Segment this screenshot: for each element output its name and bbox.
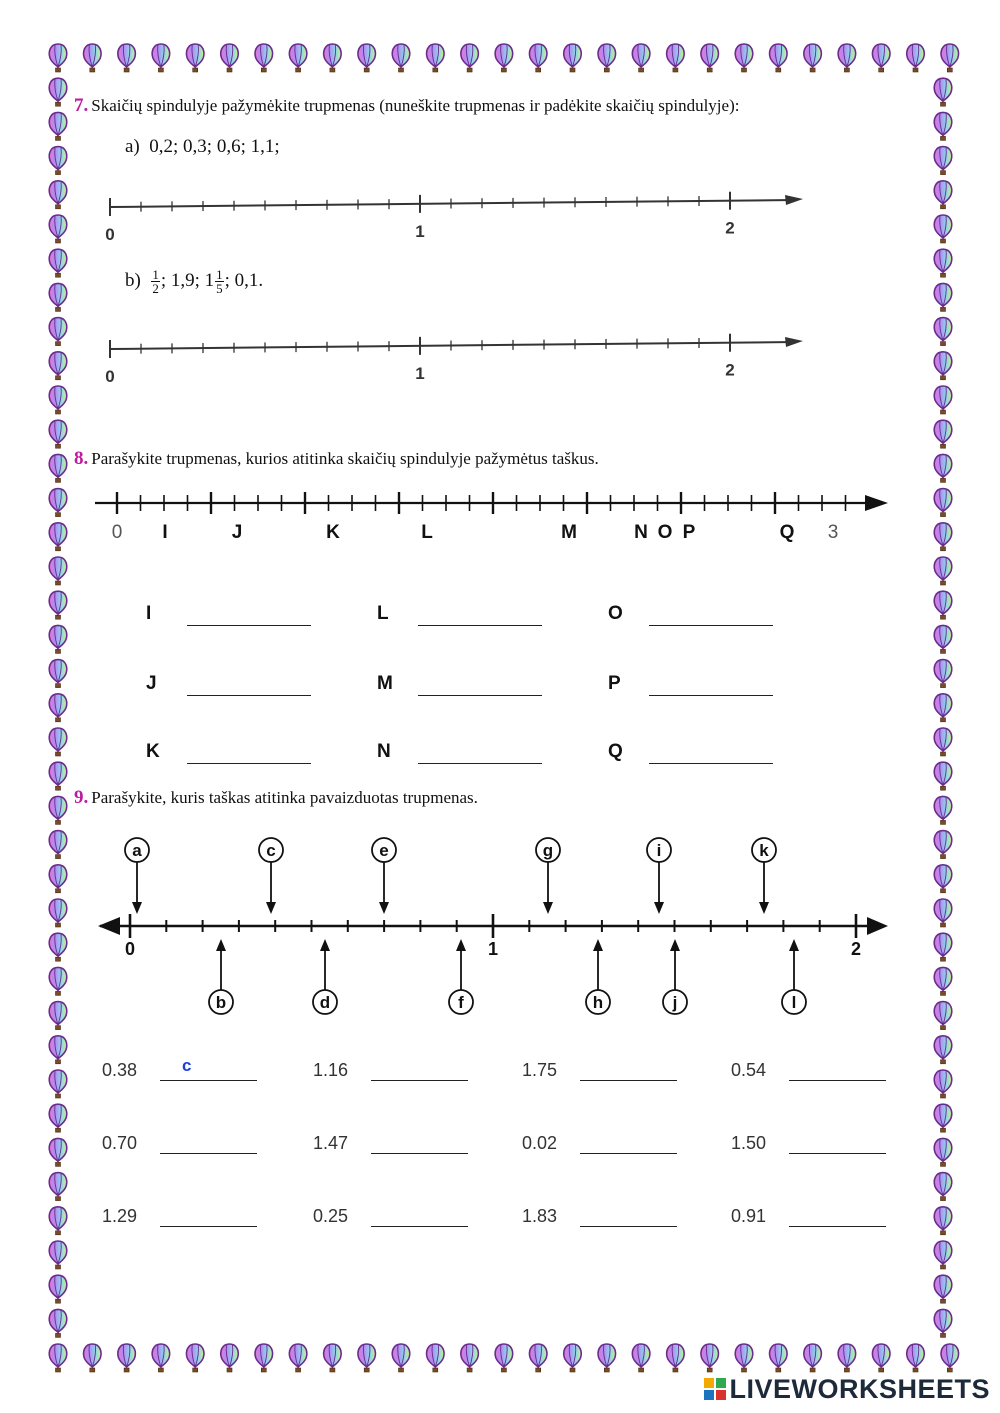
- balloon-icon: [529, 44, 546, 72]
- q9-value: 1.50: [731, 1133, 767, 1153]
- balloon-icon: [358, 1344, 375, 1372]
- q8-answer-blank-o[interactable]: [649, 625, 773, 626]
- balloon-icon: [461, 1344, 478, 1372]
- balloon-icon: [838, 44, 855, 72]
- arrow-head-left-icon: [98, 917, 120, 935]
- balloon-icon: [934, 1036, 951, 1064]
- arrow-down-icon: [543, 902, 553, 914]
- q9-answer-blank[interactable]: [371, 1153, 468, 1154]
- balloon-icon: [934, 318, 951, 346]
- balloon-icon: [934, 181, 951, 209]
- balloon-icon: [934, 352, 951, 380]
- balloon-icon: [934, 420, 951, 448]
- balloon-icon: [907, 44, 924, 72]
- balloon-icon: [564, 44, 581, 72]
- balloon-icon: [49, 454, 66, 482]
- q8-number: 8.: [74, 448, 89, 469]
- balloon-icon: [84, 1344, 101, 1372]
- q8-answer-blank-q[interactable]: [649, 763, 773, 764]
- q9-answer-blank[interactable]: [160, 1153, 257, 1154]
- axis-label: 2: [850, 939, 862, 959]
- balloon-icon: [934, 762, 951, 790]
- balloon-icon: [49, 1104, 66, 1132]
- balloon-icon: [221, 1344, 238, 1372]
- balloon-icon: [934, 625, 951, 653]
- arrow-up-icon: [216, 939, 226, 951]
- tick-label: 1: [415, 221, 425, 240]
- point-label: j: [672, 993, 678, 1012]
- balloon-icon: [934, 1275, 951, 1303]
- balloon-icon: [49, 728, 66, 756]
- balloon-icon: [934, 78, 951, 106]
- balloon-icon: [934, 796, 951, 824]
- q8-answer-blank-l[interactable]: [418, 625, 542, 626]
- arrow-up-icon: [456, 939, 466, 951]
- balloon-icon: [49, 1309, 66, 1337]
- balloon-icon: [49, 625, 66, 653]
- balloon-icon: [49, 591, 66, 619]
- balloon-icon: [49, 933, 66, 961]
- balloon-icon: [186, 44, 203, 72]
- balloon-icon: [872, 1344, 889, 1372]
- tick-label: 0: [105, 225, 115, 240]
- balloon-icon: [49, 523, 66, 551]
- point-label: M: [561, 522, 577, 543]
- q9-answer-blank[interactable]: [580, 1153, 677, 1154]
- balloon-icon: [934, 967, 951, 995]
- point-label: Q: [779, 522, 795, 543]
- q9-answer-blank[interactable]: [371, 1080, 468, 1081]
- tick-label: 0: [105, 367, 115, 382]
- balloon-icon: [804, 1344, 821, 1372]
- point-label: f: [458, 993, 464, 1012]
- balloon-icon: [934, 454, 951, 482]
- balloon-icon: [358, 44, 375, 72]
- q7-title-text: Skaičių spindulyje pažymėkite trupmenas (nuneškite trupmenas ir padėkite skaičių spindulyje):: [91, 96, 740, 115]
- balloon-icon: [934, 933, 951, 961]
- q7b-tail: ; 0,1.: [224, 269, 264, 291]
- q8-answer-blank-m[interactable]: [418, 695, 542, 696]
- balloon-icon: [934, 728, 951, 756]
- q9-value: 1.16: [313, 1060, 349, 1080]
- balloon-icon: [324, 44, 341, 72]
- balloon-icon: [49, 44, 66, 72]
- balloon-icon: [770, 1344, 787, 1372]
- arrow-down-icon: [654, 902, 664, 914]
- point-label: P: [682, 522, 696, 543]
- balloon-icon: [49, 112, 66, 140]
- q8-label-k: K: [146, 741, 160, 762]
- balloon-icon: [934, 1309, 951, 1337]
- q8-answer-blank-p[interactable]: [649, 695, 773, 696]
- balloon-icon: [289, 44, 306, 72]
- balloon-icon: [934, 1002, 951, 1030]
- q9-number: 9.: [74, 787, 89, 808]
- balloon-icon: [934, 283, 951, 311]
- arrow-down-icon: [266, 902, 276, 914]
- balloon-icon: [667, 1344, 684, 1372]
- logo-text: LIVEWORKSHEETS: [729, 1374, 990, 1404]
- q8-title-text: Parašykite trupmenas, kurios atitinka skaičių spindulyje pažymėtus taškus.: [91, 449, 599, 468]
- balloon-icon: [934, 112, 951, 140]
- balloon-icon: [49, 283, 66, 311]
- q7b-label: b): [125, 269, 141, 291]
- q8-label-m: M: [377, 673, 393, 694]
- balloon-icon: [941, 1344, 958, 1372]
- q7-part-b: [125, 268, 263, 295]
- q9-answer-blank[interactable]: [580, 1080, 677, 1081]
- q9-answer-blank[interactable]: [789, 1080, 886, 1081]
- q9-answer-blank[interactable]: [371, 1226, 468, 1227]
- balloon-icon: [49, 181, 66, 209]
- point-label: a: [132, 841, 142, 860]
- q9-answer-blank[interactable]: [160, 1226, 257, 1227]
- balloon-icon: [934, 249, 951, 277]
- balloon-icon: [49, 557, 66, 585]
- balloon-icon: [49, 1173, 66, 1201]
- point-label: k: [759, 841, 769, 860]
- liveworksheets-badge-icon: [704, 1378, 726, 1400]
- balloon-icon: [427, 44, 444, 72]
- balloon-icon: [49, 1207, 66, 1235]
- point-label: h: [592, 993, 604, 1012]
- q8-label-o: O: [608, 603, 623, 624]
- q9-value: 0.02: [522, 1133, 558, 1153]
- balloon-icon: [934, 865, 951, 893]
- q7a-label: a): [125, 136, 140, 157]
- q9-answer-blank[interactable]: [789, 1153, 886, 1154]
- q8-label-l: L: [377, 603, 389, 624]
- axis-label: 1: [487, 939, 499, 959]
- balloon-icon: [324, 1344, 341, 1372]
- balloon-icon: [49, 352, 66, 380]
- point-label: c: [266, 841, 276, 860]
- balloon-icon: [804, 44, 821, 72]
- balloon-icon: [564, 1344, 581, 1372]
- q9-answer-blank[interactable]: [160, 1080, 257, 1081]
- balloon-icon: [934, 1138, 951, 1166]
- balloon-icon: [838, 1344, 855, 1372]
- q8-label-i: I: [146, 603, 152, 624]
- balloon-icon: [186, 1344, 203, 1372]
- balloon-icon: [49, 899, 66, 927]
- q9-title: [74, 787, 478, 809]
- q9-number-line: [90, 830, 900, 1025]
- axis-label: 0: [124, 939, 136, 959]
- balloon-icon: [934, 215, 951, 243]
- tick-label: 2: [725, 218, 735, 238]
- point-label: b: [215, 993, 227, 1012]
- arrow-up-icon: [789, 939, 799, 951]
- q7b-sep: ; 1,9; 1: [160, 269, 215, 291]
- balloon-icon: [49, 489, 66, 517]
- balloon-icon: [392, 1344, 409, 1372]
- q7b-fraction-1: $\frac{1}{2}$: [152, 267, 159, 296]
- q9-value: 1.29: [102, 1206, 138, 1226]
- point-label: N: [634, 522, 648, 543]
- point-label: L: [421, 522, 433, 543]
- point-label: e: [379, 841, 389, 860]
- balloon-icon: [49, 420, 66, 448]
- balloon-icon: [49, 865, 66, 893]
- balloon-icon: [49, 78, 66, 106]
- balloon-icon: [49, 147, 66, 175]
- q9-value: 1.47: [313, 1133, 349, 1153]
- balloon-icon: [49, 762, 66, 790]
- balloon-icon: [49, 796, 66, 824]
- tick-label: 1: [415, 363, 425, 382]
- balloon-icon: [735, 44, 752, 72]
- q8-answer-blank-j[interactable]: [187, 695, 311, 696]
- balloon-icon: [392, 44, 409, 72]
- balloon-icon: [49, 249, 66, 277]
- q7-part-a: [125, 136, 280, 158]
- point-label: 3: [827, 522, 839, 543]
- q7a-values: 0,2; 0,3; 0,6; 1,1;: [149, 136, 280, 157]
- balloon-icon: [49, 1344, 66, 1372]
- q9-answer-blank[interactable]: [789, 1226, 886, 1227]
- balloon-icon: [941, 44, 958, 72]
- balloon-icon: [118, 1344, 135, 1372]
- balloon-icon: [934, 831, 951, 859]
- q7-title: [74, 95, 739, 117]
- balloon-icon: [529, 1344, 546, 1372]
- axis-line: [110, 200, 795, 207]
- arrow-down-icon: [379, 902, 389, 914]
- balloon-icon: [49, 660, 66, 688]
- balloon-icon: [49, 694, 66, 722]
- balloon-icon: [701, 1344, 718, 1372]
- q8-label-p: P: [608, 673, 621, 694]
- balloon-icon: [495, 44, 512, 72]
- point-label: O: [657, 522, 673, 543]
- balloon-icon: [934, 489, 951, 517]
- balloon-icon: [934, 147, 951, 175]
- point-label: 0: [111, 522, 123, 543]
- arrow-head-icon: [785, 195, 803, 205]
- point-label: K: [326, 522, 340, 543]
- balloon-icon: [934, 1173, 951, 1201]
- arrow-up-icon: [670, 939, 680, 951]
- q7b-number-line[interactable]: [95, 322, 815, 382]
- balloon-icon: [118, 44, 135, 72]
- q7b-fraction-2: $\frac{1}{5}$: [216, 267, 223, 296]
- balloon-icon: [49, 318, 66, 346]
- balloon-icon: [934, 1070, 951, 1098]
- balloon-icon: [701, 44, 718, 72]
- q8-title: [74, 448, 599, 470]
- arrow-up-icon: [320, 939, 330, 951]
- balloon-icon: [872, 44, 889, 72]
- balloon-icon: [461, 44, 478, 72]
- balloon-icon: [934, 386, 951, 414]
- balloon-icon: [934, 899, 951, 927]
- balloon-icon: [598, 44, 615, 72]
- balloon-icon: [632, 1344, 649, 1372]
- balloon-icon: [934, 523, 951, 551]
- balloon-icon: [934, 1241, 951, 1269]
- q9-value: 0.91: [731, 1206, 767, 1226]
- point-label: l: [791, 993, 797, 1012]
- q8-answer-blank-i[interactable]: [187, 625, 311, 626]
- balloon-icon: [49, 1241, 66, 1269]
- q9-value: 0.38: [102, 1060, 138, 1080]
- balloon-icon: [427, 1344, 444, 1372]
- balloon-icon: [289, 1344, 306, 1372]
- balloon-icon: [221, 44, 238, 72]
- balloon-icon: [934, 1104, 951, 1132]
- balloon-icon: [770, 44, 787, 72]
- q9-filled-answer: c: [182, 1056, 192, 1075]
- arrow-up-icon: [593, 939, 603, 951]
- balloon-icon: [84, 44, 101, 72]
- balloon-icon: [934, 694, 951, 722]
- q8-label-j: J: [146, 673, 157, 694]
- balloon-icon: [49, 386, 66, 414]
- point-label: I: [162, 522, 168, 543]
- balloon-icon: [495, 1344, 512, 1372]
- arrow-head-icon: [865, 495, 888, 511]
- arrow-head-icon: [785, 337, 803, 347]
- balloon-icon: [49, 967, 66, 995]
- balloon-icon: [49, 1070, 66, 1098]
- balloon-icon: [934, 591, 951, 619]
- q9-value: 0.70: [102, 1133, 138, 1153]
- q9-value: 0.25: [313, 1206, 349, 1226]
- q8-label-n: N: [377, 741, 391, 762]
- balloon-icon: [934, 660, 951, 688]
- point-label: d: [319, 993, 331, 1012]
- q9-answer-blank[interactable]: [580, 1226, 677, 1227]
- axis-line: [110, 342, 795, 349]
- point-label: i: [656, 841, 662, 860]
- balloon-icon: [255, 1344, 272, 1372]
- balloon-icon: [49, 831, 66, 859]
- q9-title-text: Parašykite, kuris taškas atitinka pavaizduotas trupmenas.: [91, 788, 478, 807]
- balloon-icon: [255, 44, 272, 72]
- q7-number: 7.: [74, 95, 89, 116]
- q9-value: 1.75: [522, 1060, 558, 1080]
- point-label: g: [542, 841, 554, 860]
- arrow-down-icon: [759, 902, 769, 914]
- balloon-icon: [49, 1002, 66, 1030]
- balloon-icon: [632, 44, 649, 72]
- q7a-number-line[interactable]: [95, 180, 815, 240]
- balloon-icon: [49, 1138, 66, 1166]
- balloon-icon: [49, 1036, 66, 1064]
- point-label: J: [231, 522, 243, 543]
- q8-answer-blank-n[interactable]: [418, 763, 542, 764]
- q9-value: 0.54: [731, 1060, 767, 1080]
- tick-label: 2: [725, 360, 735, 380]
- arrow-head-right-icon: [867, 917, 888, 935]
- balloon-icon: [152, 1344, 169, 1372]
- balloon-icon: [152, 44, 169, 72]
- balloon-icon: [934, 557, 951, 585]
- balloon-icon: [598, 1344, 615, 1372]
- q8-number-line: [90, 485, 895, 550]
- arrow-down-icon: [132, 902, 142, 914]
- q8-label-q: Q: [608, 741, 623, 762]
- q8-answer-blank-k[interactable]: [187, 763, 311, 764]
- liveworksheets-logo[interactable]: [704, 1374, 990, 1405]
- q9-value: 1.83: [522, 1206, 558, 1226]
- balloon-icon: [934, 1207, 951, 1235]
- balloon-icon: [907, 1344, 924, 1372]
- balloon-icon: [49, 215, 66, 243]
- balloon-icon: [667, 44, 684, 72]
- balloon-icon: [735, 1344, 752, 1372]
- balloon-icon: [49, 1275, 66, 1303]
